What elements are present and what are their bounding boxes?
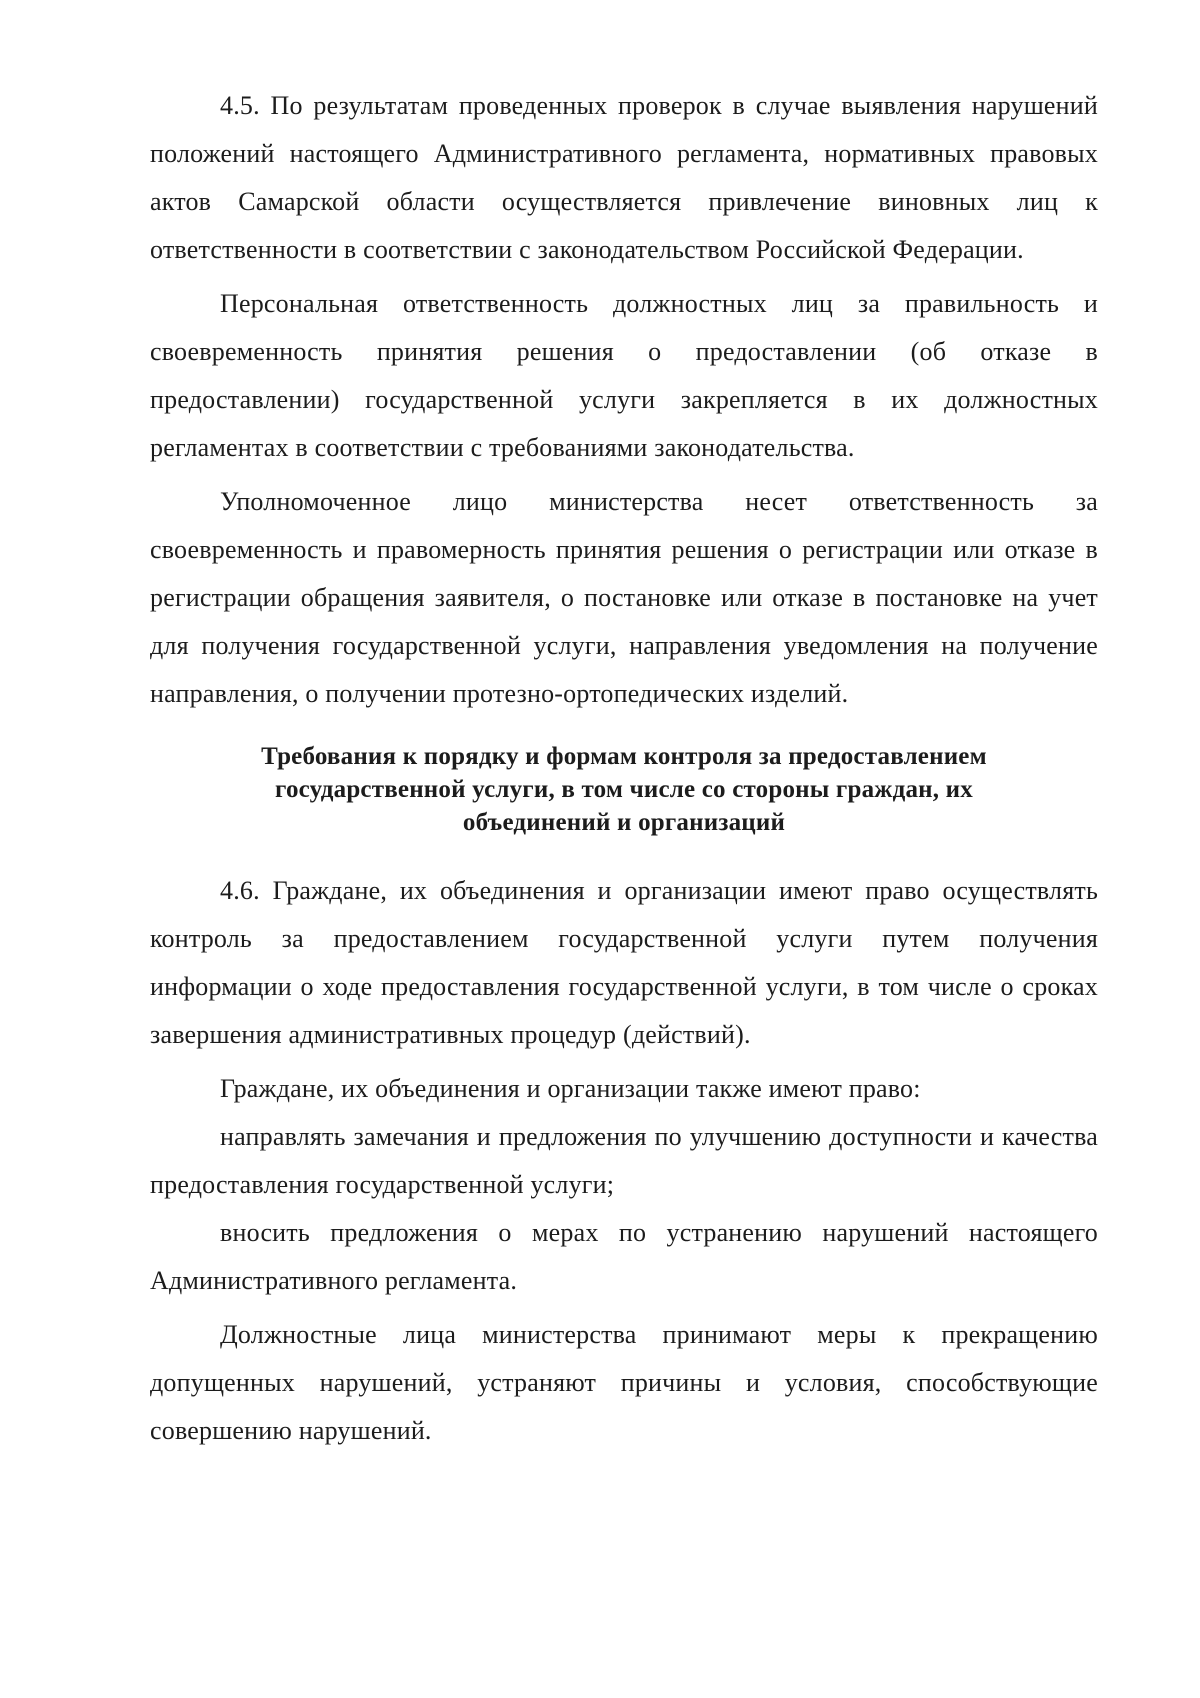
paragraph-4-6: 4.6. Граждане, их объединения и организации имеют право осуществлять контроль за предоставлением государственной услуги путем получения информации о ходе предоставления государственной услуги, в том числе о сроках завершения административных процедур (действий).	[150, 876, 1098, 1049]
paragraph-officials-measures: Должностные лица министерства принимают меры к прекращению допущенных нарушений, устраняют причины и условия, способствующие совершению нарушений.	[150, 1320, 1098, 1445]
paragraph-rights-proposals: вносить предложения о мерах по устранению нарушений настоящего Административного регламента.	[150, 1218, 1098, 1295]
heading-line-2: государственной услуги, в том числе со стороны граждан, их	[275, 776, 973, 803]
heading-line-3: объединений и организаций	[462, 809, 786, 836]
heading-line-1: Требования к порядку и формам контроля за предоставлением	[261, 743, 987, 770]
paragraph-personal-responsibility: Персональная ответственность должностных лиц за правильность и своевременность принятия решения о предоставлении (об отказе в предоставлении) государственной услуги закрепляется в их должностных регламентах в соответствии с требованиями законодательства.	[150, 289, 1098, 462]
paragraph-authorized-person: Уполномоченное лицо министерства несет ответственность за своевременность и правомерность принятия решения о регистрации или отказе в регистрации обращения заявителя, о постановке или отказе в постановке на учет для получения государственной услуги, направления уведомления на получение направления, о получении протезно-ортопедических изделий.	[150, 487, 1098, 708]
paragraph-4-5: 4.5. По результатам проведенных проверок в случае выявления нарушений положений настоящего Административного регламента, нормативных правовых актов Самарской области осуществляется привлечение виновных лиц к ответственности в соответствии с законодательством Российской Федерации.	[150, 91, 1098, 264]
paragraph-rights-intro: Граждане, их объединения и организации также имеют право:	[220, 1074, 921, 1103]
document-body	[150, 82, 1098, 1461]
section-heading	[150, 740, 1098, 839]
paragraph-rights-remarks: направлять замечания и предложения по улучшению доступности и качества предоставления государственной услуги;	[150, 1122, 1098, 1199]
